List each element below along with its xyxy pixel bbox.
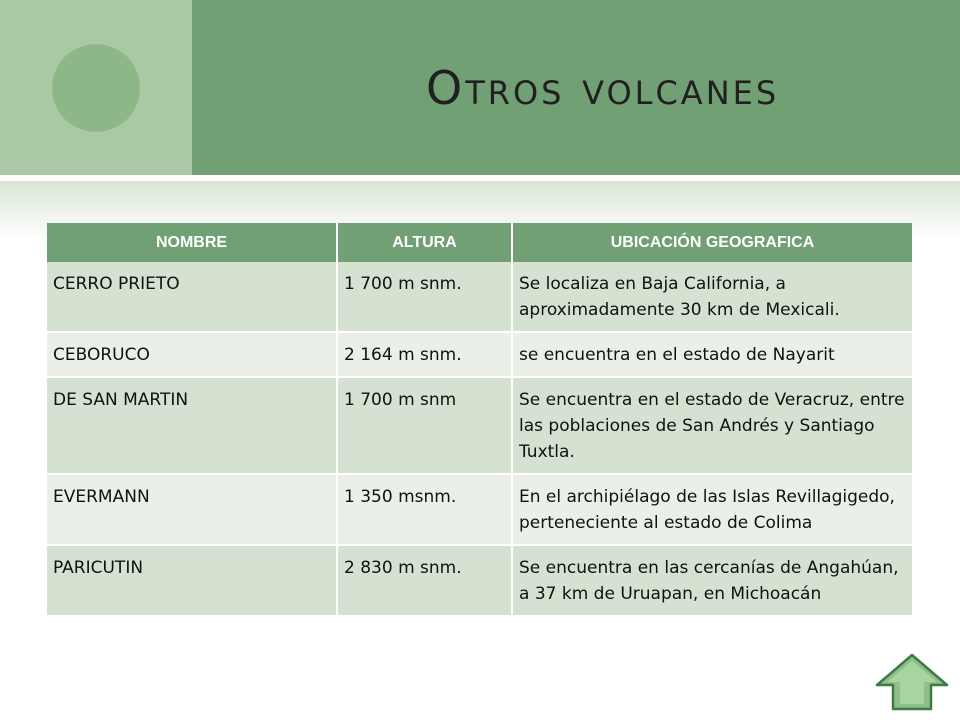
cell-nombre: CEBORUCO	[47, 332, 337, 377]
cell-nombre: CERRO PRIETO	[47, 262, 337, 332]
volcano-table	[47, 223, 912, 617]
cell-altura: 1 350 msnm.	[337, 474, 512, 545]
table-row	[47, 545, 912, 616]
cell-altura: 2 830 m snm.	[337, 545, 512, 616]
header-ubicacion: UBICACIÓN GEOGRAFICA	[512, 223, 912, 262]
cell-ubicacion: se encuentra en el estado de Nayarit	[512, 332, 912, 377]
decorative-circle	[52, 44, 140, 132]
cell-altura: 1 700 m snm	[337, 377, 512, 474]
table-row	[47, 474, 912, 545]
cell-ubicacion: En el archipiélago de las Islas Revillagigedo, perteneciente al estado de Colima	[512, 474, 912, 545]
table-row	[47, 332, 912, 377]
cell-ubicacion: Se encuentra en las cercanías de Angahúan, a 37 km de Uruapan, en Michoacán	[512, 545, 912, 616]
cell-nombre: EVERMANN	[47, 474, 337, 545]
cell-altura: 1 700 m snm.	[337, 262, 512, 332]
cell-ubicacion: Se localiza en Baja California, a aproximadamente 30 km de Mexicali.	[512, 262, 912, 332]
header-altura: ALTURA	[337, 223, 512, 262]
table-row	[47, 377, 912, 474]
cell-altura: 2 164 m snm.	[337, 332, 512, 377]
cell-nombre: PARICUTIN	[47, 545, 337, 616]
cell-ubicacion: Se encuentra en el estado de Veracruz, entre las poblaciones de San Andrés y Santiago Tuxtla.	[512, 377, 912, 474]
home-arrow-icon[interactable]	[874, 652, 950, 712]
slide-title: Otros volcanes	[426, 61, 780, 115]
table-header-row	[47, 223, 912, 262]
header-nombre: NOMBRE	[47, 223, 337, 262]
table-row	[47, 262, 912, 332]
cell-nombre: DE SAN MARTIN	[47, 377, 337, 474]
